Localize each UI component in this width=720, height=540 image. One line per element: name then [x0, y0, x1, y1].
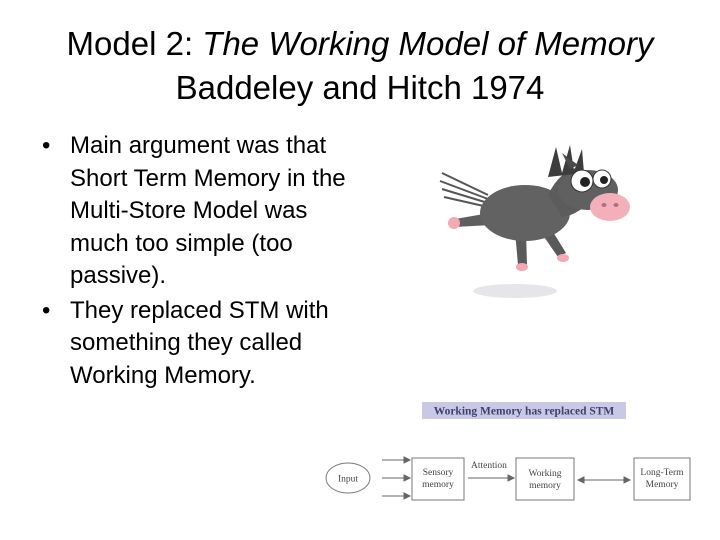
longterm-label-1: Long-Term: [640, 468, 684, 478]
bullet-text: They replaced STM with something they called Working Memory.: [70, 296, 329, 389]
longterm-label-2: Memory: [645, 480, 679, 490]
bullet-item: [42, 130, 372, 293]
bullet-symbol: •: [42, 296, 51, 324]
title-italic: The Working Model of Memory: [202, 25, 654, 62]
diagram-banner-text: Working Memory has replaced STM: [433, 405, 615, 418]
title-subtitle: Baddeley and Hitch 1974: [175, 69, 545, 106]
long-term-memory-box: [634, 458, 690, 500]
input-label: Input: [337, 474, 359, 485]
bullet-symbol: •: [42, 132, 51, 159]
attention-label: Attention: [471, 461, 507, 471]
working-memory-box: [516, 458, 574, 500]
bullet-item: [42, 295, 372, 393]
title-line-1: [0, 22, 720, 66]
title-prefix: Model 2:: [66, 25, 203, 62]
cartoon-donkey-icon: [430, 135, 630, 305]
memory-diagram: [320, 398, 710, 508]
bullet-list: [42, 130, 372, 394]
slide-title: [0, 22, 720, 110]
sensory-label-1: Sensory: [422, 468, 454, 478]
working-label-1: Working: [528, 469, 562, 479]
sensory-memory-box: [412, 458, 464, 500]
working-label-2: memory: [529, 481, 561, 491]
bullet-text: Main argument was that Short Term Memory in the Multi-Store Model was much too simple (too passive).: [70, 132, 346, 289]
sensory-label-2: memory: [422, 480, 454, 490]
